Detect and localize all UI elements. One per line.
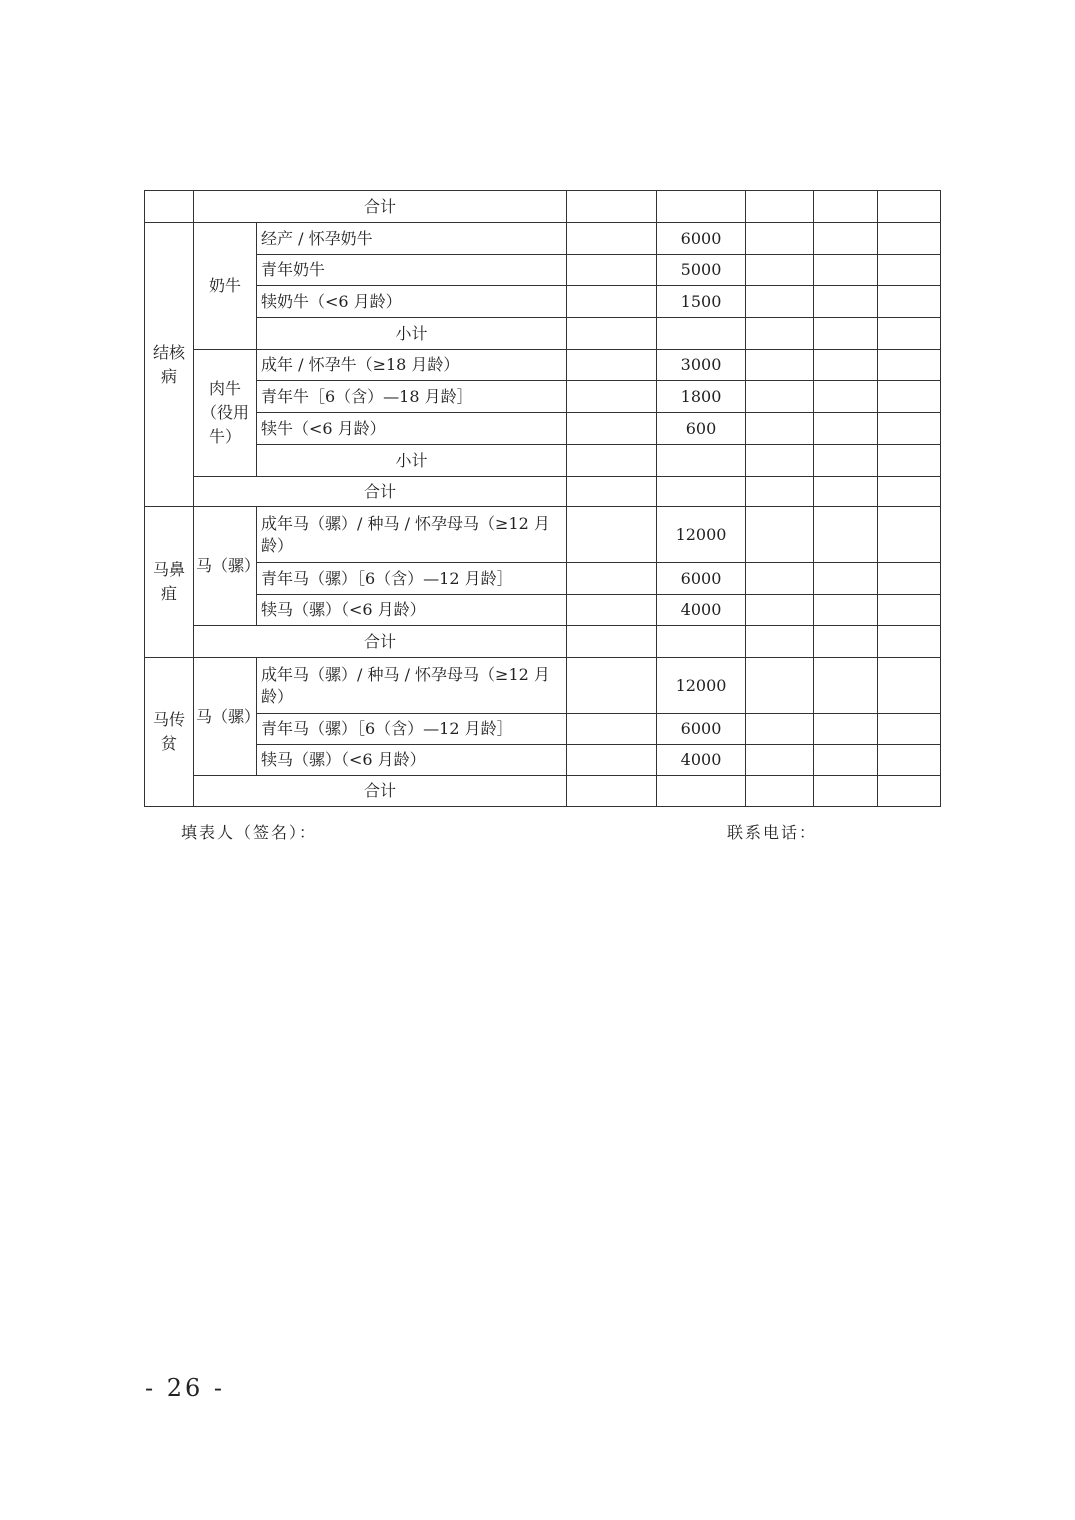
subtotal-label: 小计 bbox=[257, 445, 567, 477]
table-row bbox=[145, 658, 941, 714]
item-value: 1800 bbox=[657, 381, 746, 413]
page-number: - 26 - bbox=[145, 1374, 226, 1402]
item-name: 青年奶牛 bbox=[257, 255, 567, 286]
item-value: 4000 bbox=[657, 595, 746, 626]
disease-glanders: 马鼻疽 bbox=[145, 507, 194, 658]
filler-signature-label: 填表人（签名）： bbox=[181, 823, 318, 842]
total-label: 合计 bbox=[194, 626, 567, 658]
quota-table bbox=[144, 190, 941, 807]
table-row bbox=[145, 626, 941, 658]
table-row bbox=[145, 714, 941, 745]
table-row bbox=[145, 286, 941, 318]
table-row bbox=[145, 507, 941, 563]
table-row bbox=[145, 255, 941, 286]
item-name: 犊奶牛（<6 月龄） bbox=[257, 286, 567, 318]
table-row bbox=[145, 413, 941, 445]
subtotal-label: 小计 bbox=[257, 318, 567, 350]
item-value: 6000 bbox=[657, 563, 746, 595]
item-name: 青年马（骡）［6（含）—12 月龄］ bbox=[257, 563, 567, 595]
group-beef: 肉牛（役用牛） bbox=[194, 350, 257, 477]
item-name: 青年马（骡）［6（含）—12 月龄］ bbox=[257, 714, 567, 745]
group-horse: 马（骡） bbox=[194, 658, 257, 776]
item-value: 12000 bbox=[657, 658, 746, 714]
item-value: 4000 bbox=[657, 745, 746, 776]
item-value: 3000 bbox=[657, 350, 746, 381]
item-value: 5000 bbox=[657, 255, 746, 286]
table-row bbox=[145, 381, 941, 413]
item-name: 成年马（骡）/ 种马 / 怀孕母马（≥12 月龄） bbox=[257, 507, 567, 563]
item-name: 犊牛（<6 月龄） bbox=[257, 413, 567, 445]
item-value: 6000 bbox=[657, 223, 746, 255]
contact-phone-label: 联系电话： bbox=[727, 823, 818, 842]
table-row bbox=[145, 595, 941, 626]
total-label: 合计 bbox=[194, 477, 567, 507]
item-value: 12000 bbox=[657, 507, 746, 563]
item-name: 成年马（骡）/ 种马 / 怀孕母马（≥12 月龄） bbox=[257, 658, 567, 714]
table-row bbox=[145, 350, 941, 381]
table-row bbox=[145, 745, 941, 776]
table-row bbox=[145, 223, 941, 255]
group-horse: 马（骡） bbox=[194, 507, 257, 626]
table-row bbox=[145, 477, 941, 507]
disease-eia: 马传贫 bbox=[145, 658, 194, 807]
item-name: 成年 / 怀孕牛（≥18 月龄） bbox=[257, 350, 567, 381]
total-label: 合计 bbox=[194, 776, 567, 807]
disease-tb: 结核病 bbox=[145, 223, 194, 507]
total-label: 合计 bbox=[194, 191, 567, 223]
item-name: 经产 / 怀孕奶牛 bbox=[257, 223, 567, 255]
table-row bbox=[145, 318, 941, 350]
empty-cell bbox=[145, 191, 194, 223]
item-name: 犊马（骡）（<6 月龄） bbox=[257, 745, 567, 776]
group-dairy: 奶牛 bbox=[194, 223, 257, 350]
item-name: 犊马（骡）（<6 月龄） bbox=[257, 595, 567, 626]
table-row bbox=[145, 445, 941, 477]
item-value: 600 bbox=[657, 413, 746, 445]
item-name: 青年牛［6（含）—18 月龄］ bbox=[257, 381, 567, 413]
table-row bbox=[145, 563, 941, 595]
item-value: 6000 bbox=[657, 714, 746, 745]
table-row bbox=[145, 776, 941, 807]
item-value: 1500 bbox=[657, 286, 746, 318]
table-row bbox=[145, 191, 941, 223]
